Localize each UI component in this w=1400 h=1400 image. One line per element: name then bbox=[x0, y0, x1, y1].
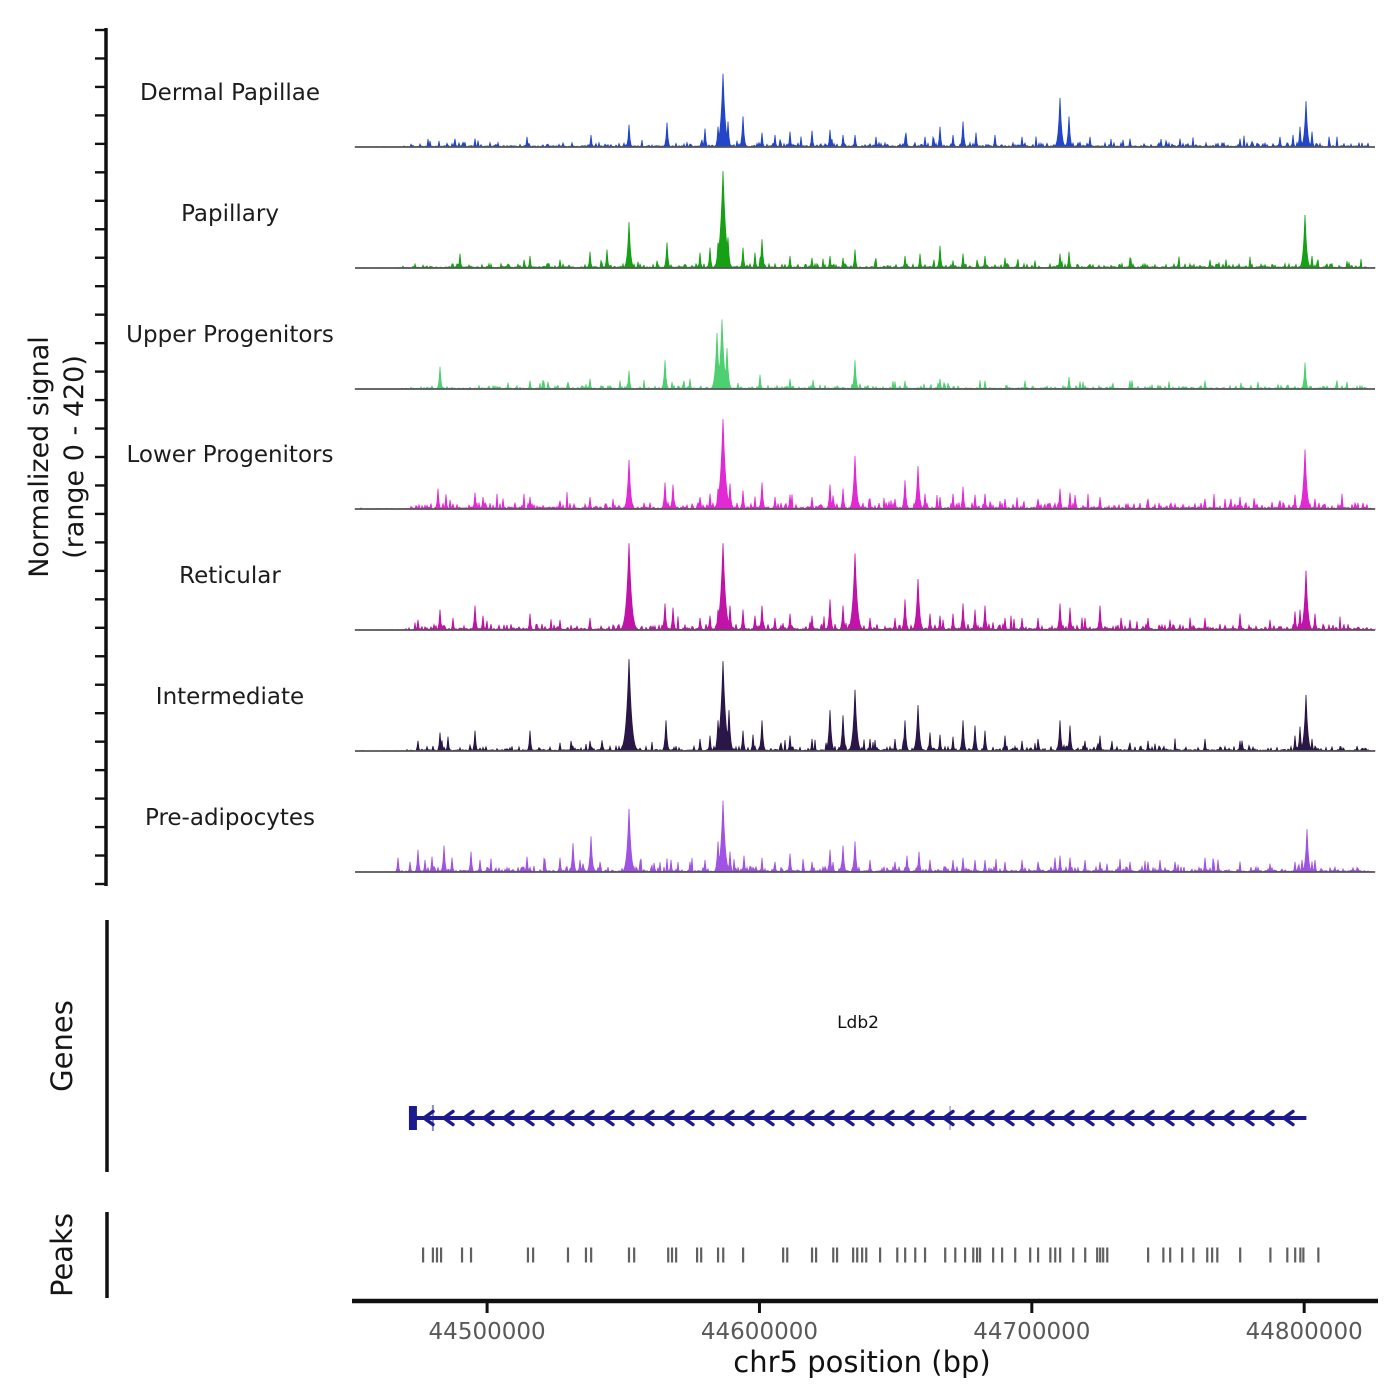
x-axis-tick-label: 44600000 bbox=[700, 1319, 818, 1345]
peak-call-tick bbox=[1059, 1248, 1061, 1263]
peak-call-tick bbox=[914, 1248, 916, 1263]
peak-call-tick bbox=[1049, 1248, 1051, 1263]
peak-call-tick bbox=[856, 1248, 858, 1263]
peak-call-tick bbox=[1269, 1248, 1271, 1263]
peak-call-tick bbox=[1099, 1248, 1101, 1263]
peak-call-tick bbox=[904, 1248, 906, 1263]
signal-area-dermal-papillae bbox=[355, 74, 1375, 147]
peak-call-tick bbox=[879, 1248, 881, 1263]
peak-call-tick bbox=[1037, 1248, 1039, 1263]
x-axis-title: chr5 position (bp) bbox=[733, 1345, 991, 1379]
peak-call-tick bbox=[470, 1248, 472, 1263]
peak-call-tick bbox=[1054, 1248, 1056, 1263]
peak-call-tick bbox=[590, 1248, 592, 1263]
x-axis-tick-label: 44500000 bbox=[428, 1319, 546, 1345]
peak-call-tick bbox=[1239, 1248, 1241, 1263]
y-axis-label-line1: Normalized signal bbox=[23, 336, 55, 578]
peak-call-tick bbox=[1211, 1248, 1213, 1263]
peak-call-tick bbox=[976, 1248, 978, 1263]
peak-call-tick bbox=[440, 1248, 442, 1263]
gene-name-label: Ldb2 bbox=[837, 1013, 879, 1033]
gene-start-exon-block bbox=[409, 1106, 417, 1130]
peak-call-tick bbox=[865, 1248, 867, 1263]
y-axis-label bbox=[22, 336, 92, 578]
peak-call-tick bbox=[861, 1248, 863, 1263]
peak-call-tick bbox=[1029, 1248, 1031, 1263]
peak-call-tick bbox=[1102, 1248, 1104, 1263]
x-axis-tick-label: 44700000 bbox=[973, 1319, 1091, 1345]
peak-call-tick bbox=[585, 1248, 587, 1263]
track-label-lower-progenitors: Lower Progenitors bbox=[126, 442, 334, 468]
track-label-reticular: Reticular bbox=[179, 563, 281, 589]
track-label-intermediate: Intermediate bbox=[155, 684, 305, 710]
peak-call-tick bbox=[964, 1248, 966, 1263]
peak-call-tick bbox=[832, 1248, 834, 1263]
peak-call-tick bbox=[1001, 1248, 1003, 1263]
peak-call-tick bbox=[1096, 1248, 1098, 1263]
peak-call-tick bbox=[722, 1248, 724, 1263]
peak-call-tick bbox=[992, 1248, 994, 1263]
peak-call-tick bbox=[1302, 1248, 1304, 1263]
peak-call-tick bbox=[979, 1248, 981, 1263]
x-axis-tick-label: 44800000 bbox=[1245, 1319, 1363, 1345]
peak-call-tick bbox=[717, 1248, 719, 1263]
gene-exon-tick bbox=[432, 1105, 434, 1131]
peak-call-tick bbox=[782, 1248, 784, 1263]
track-label-papillary: Papillary bbox=[181, 201, 279, 227]
peak-call-tick bbox=[1162, 1248, 1164, 1263]
peak-call-tick bbox=[1181, 1248, 1183, 1263]
peak-call-tick bbox=[786, 1248, 788, 1263]
peak-call-tick bbox=[567, 1248, 569, 1263]
signal-area-reticular bbox=[355, 543, 1375, 630]
signal-area-papillary bbox=[355, 171, 1375, 268]
peak-call-tick bbox=[1147, 1248, 1149, 1263]
peak-call-tick bbox=[532, 1248, 534, 1263]
peak-call-tick bbox=[1072, 1248, 1074, 1263]
peak-call-tick bbox=[896, 1248, 898, 1263]
peak-call-tick bbox=[633, 1248, 635, 1263]
peak-call-tick bbox=[461, 1248, 463, 1263]
peak-call-tick bbox=[811, 1248, 813, 1263]
peak-call-tick bbox=[422, 1248, 424, 1263]
peak-call-tick bbox=[972, 1248, 974, 1263]
track-label-upper-progenitors: Upper Progenitors bbox=[126, 322, 334, 348]
peak-call-tick bbox=[815, 1248, 817, 1263]
signal-area-pre-adipocytes bbox=[355, 801, 1375, 872]
peak-call-tick bbox=[1216, 1248, 1218, 1263]
peak-call-tick bbox=[667, 1248, 669, 1263]
peaks-section-label: Peaks bbox=[45, 1213, 79, 1297]
genes-section-label: Genes bbox=[45, 1000, 79, 1092]
track-label-pre-adipocytes: Pre-adipocytes bbox=[144, 805, 316, 831]
peak-call-tick bbox=[527, 1248, 529, 1263]
peak-call-tick bbox=[944, 1248, 946, 1263]
peak-call-tick bbox=[1014, 1248, 1016, 1263]
peak-call-tick bbox=[1286, 1248, 1288, 1263]
peak-call-tick bbox=[628, 1248, 630, 1263]
peak-call-tick bbox=[436, 1248, 438, 1263]
peak-call-tick bbox=[1206, 1248, 1208, 1263]
peak-call-tick bbox=[836, 1248, 838, 1263]
peak-call-tick bbox=[1084, 1248, 1086, 1263]
peak-call-tick bbox=[954, 1248, 956, 1263]
peak-call-tick bbox=[1106, 1248, 1108, 1263]
peak-call-tick bbox=[1192, 1248, 1194, 1263]
peak-call-tick bbox=[742, 1248, 744, 1263]
peak-call-tick bbox=[675, 1248, 677, 1263]
peak-call-tick bbox=[924, 1248, 926, 1263]
peak-call-tick bbox=[671, 1248, 673, 1263]
peak-call-tick bbox=[1299, 1248, 1301, 1263]
peak-call-tick bbox=[1294, 1248, 1296, 1263]
signal-area-upper-progenitors bbox=[355, 320, 1375, 390]
peak-call-tick bbox=[1169, 1248, 1171, 1263]
peak-call-tick bbox=[696, 1248, 698, 1263]
signal-area-lower-progenitors bbox=[355, 419, 1375, 509]
peak-call-tick bbox=[852, 1248, 854, 1263]
gene-exon-tick bbox=[949, 1106, 951, 1130]
signal-area-intermediate bbox=[355, 659, 1375, 751]
peak-call-tick bbox=[432, 1248, 434, 1263]
y-axis-label-line2: (range 0 - 420) bbox=[59, 355, 90, 559]
peak-call-tick bbox=[1317, 1248, 1319, 1263]
track-label-dermal-papillae: Dermal Papillae bbox=[139, 80, 321, 106]
peak-call-tick bbox=[700, 1248, 702, 1263]
